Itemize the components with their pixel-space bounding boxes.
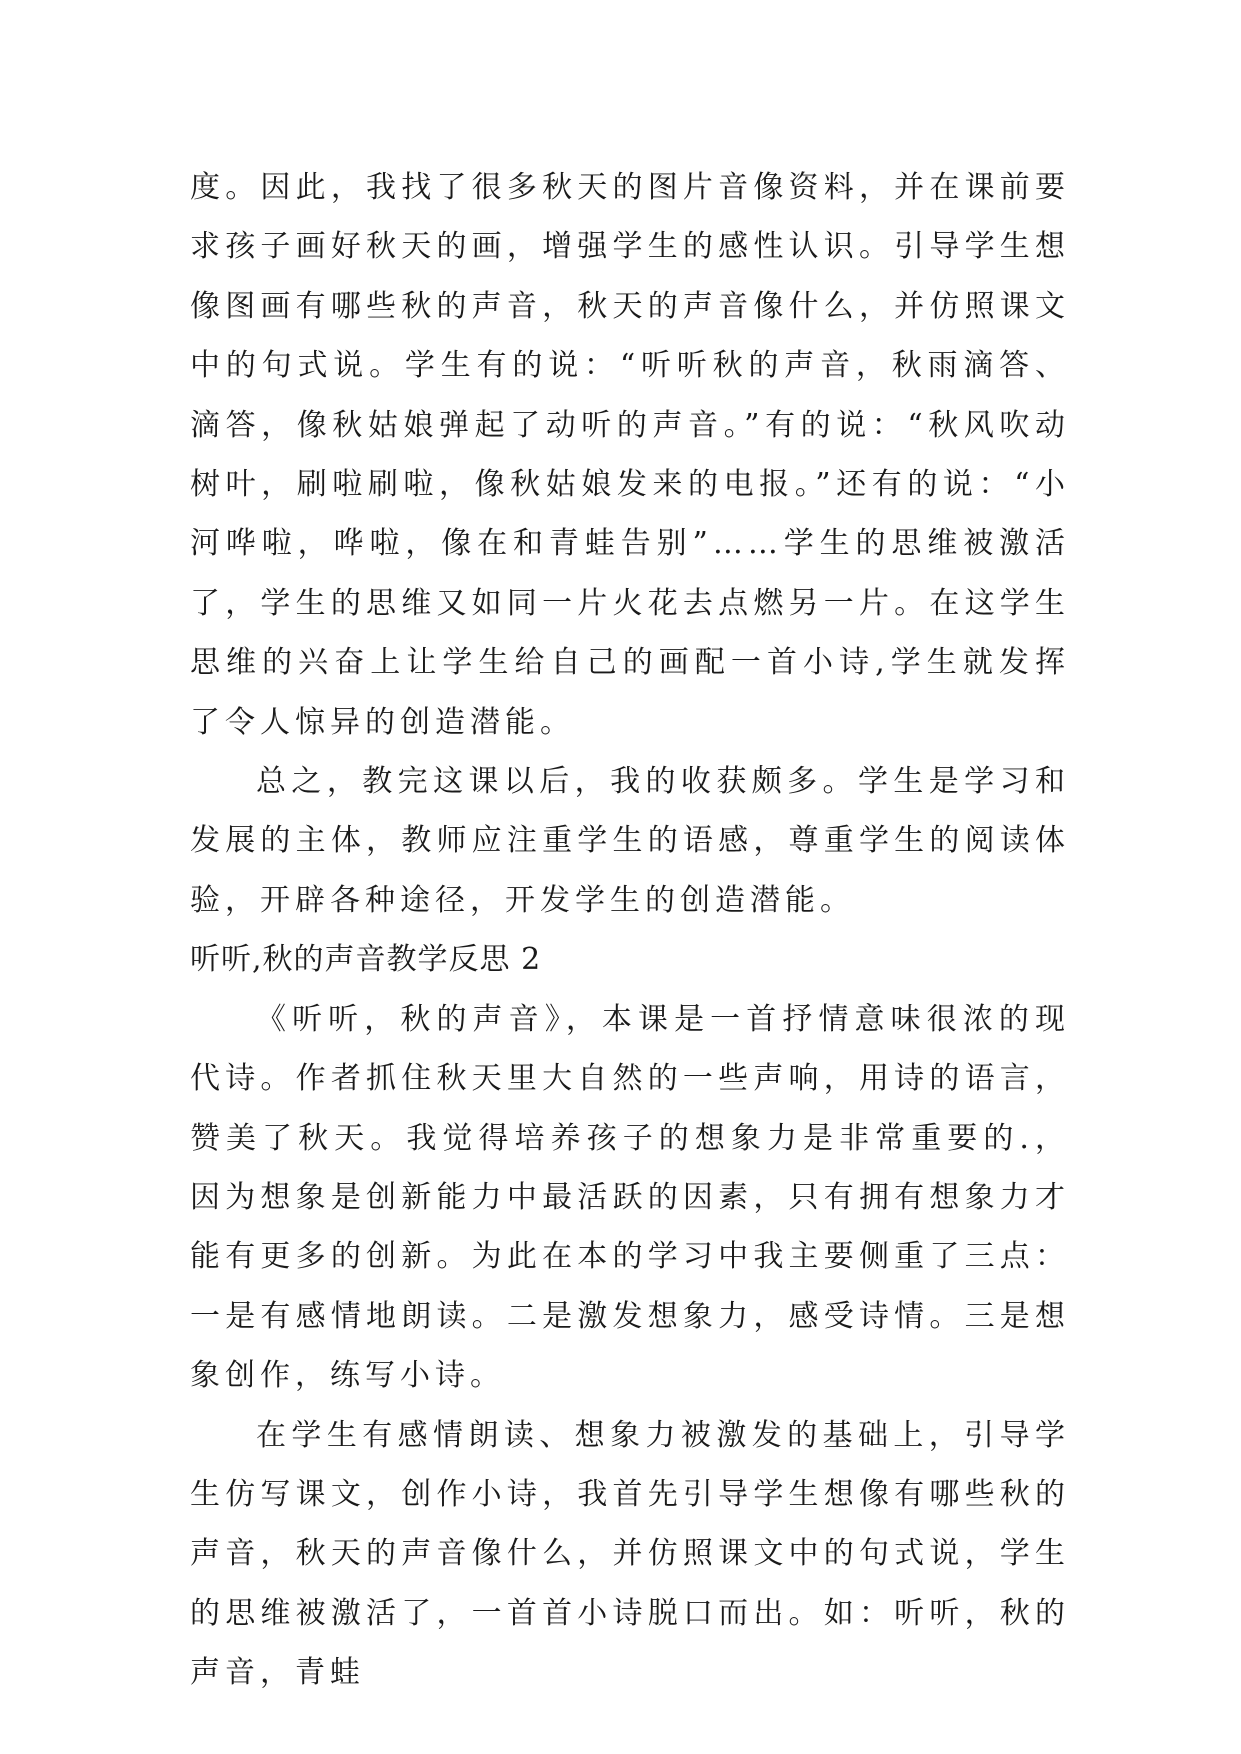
paragraph-4: 在学生有感情朗读、想象力被激发的基础上，引导学生仿写课文，创作小诗，我首先引导学生想像有哪些秋的声音，秋天的声音像什么，并仿照课文中的句式说，学生的思维被激活了，一首首小诗脱口而出。如：听听，秋的声音，青蛙 (190, 1417, 1070, 1691)
document-page (190, 158, 1070, 1703)
paragraph-1: 度。因此，我找了很多秋天的图片音像资料，并在课前要求孩子画好秋天的画，增强学生的感性认识。引导学生想像图画有哪些秋的声音，秋天的声音像什么，并仿照课文中的句式说。学生有的说：“听听秋的声音，秋雨滴答、滴答，像秋姑娘弹起了动听的声音。”有的说：“秋风吹动树叶，刷啦刷啦，像秋姑娘发来的电报。”还有的说：“小河哗啦，哗啦，像在和青蛙告别”……学生的思维被激活了，学生的思维又如同一片火花去点燃另一片。在这学生思维的兴奋上让学生给自己的画配一首小诗,学生就发挥了令人惊异的创造潜能。 (190, 170, 1070, 740)
paragraph-2: 总之，教完这课以后，我的收获颇多。学生是学习和发展的主体，教师应注重学生的语感，尊重学生的阅读体验，开辟各种途径，开发学生的创造潜能。 (190, 764, 1070, 918)
section-heading: 听听,秋的声音教学反思 2 (190, 942, 542, 978)
paragraph-3: 《听听，秋的声音》，本课是一首抒情意味很浓的现代诗。作者抓住秋天里大自然的一些声响，用诗的语言，赞美了秋天。我觉得培养孩子的想象力是非常重要的.，因为想象是创新能力中最活跃的因素，只有拥有想象力才能有更多的创新。为此在本的学习中我主要侧重了三点：一是有感情地朗读。二是激发想象力，感受诗情。三是想象创作，练写小诗。 (190, 1001, 1070, 1394)
